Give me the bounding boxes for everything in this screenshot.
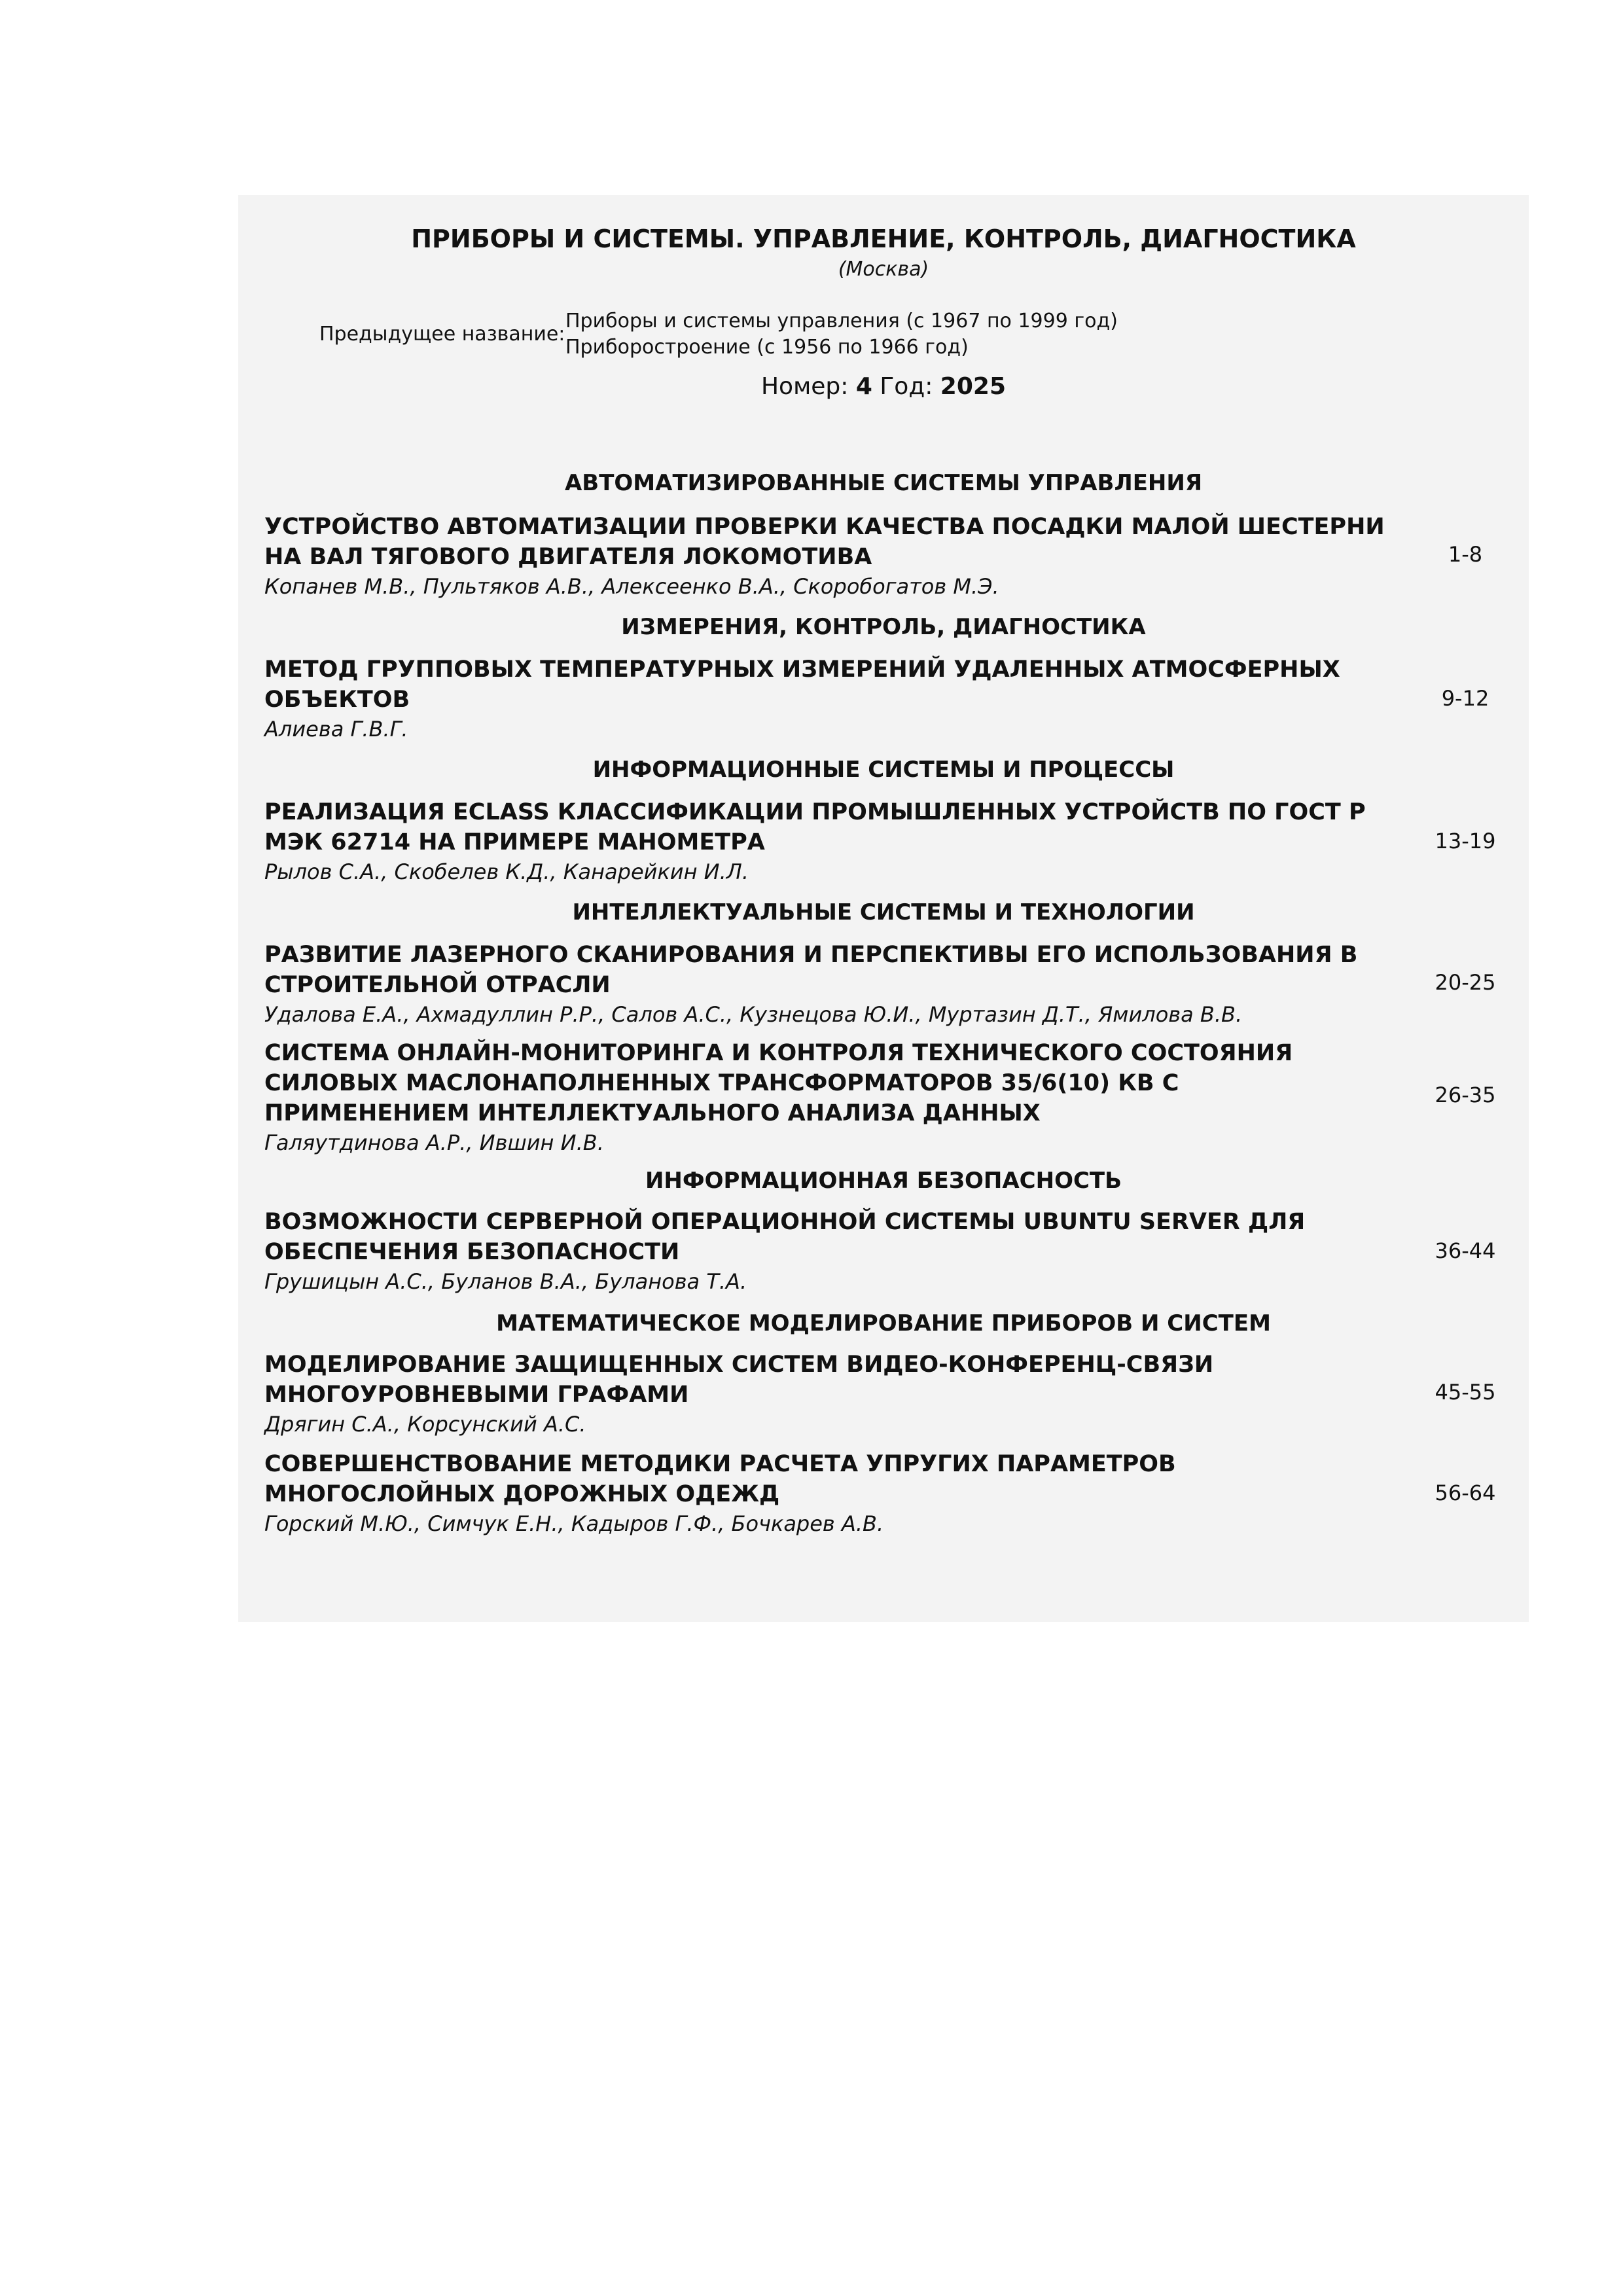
article-pages: 26-35: [1435, 1083, 1496, 1107]
previous-name: Приборы и системы управления (с 1967 по 1999 год): [565, 310, 1118, 332]
article-authors: Дрягин С.А., Корсунский А.С.: [264, 1412, 586, 1437]
previous-name: Приборостроение (с 1956 по 1966 год): [565, 336, 969, 359]
toc-panel: [238, 195, 1529, 1622]
previous-names: [565, 308, 1118, 361]
article-title[interactable]: СИСТЕМА ОНЛАЙН-МОНИТОРИНГА И КОНТРОЛЯ ТЕХНИЧЕСКОГО СОСТОЯНИЯ СИЛОВЫХ МАСЛОНАПОЛНЕННЫХ ТРАНСФОРМАТОРОВ 35/6(10) КВ С ПРИМЕНЕНИЕМ ИНТЕЛЛЕКТУАЛЬНОГО АНАЛИЗА ДАННЫХ: [264, 1040, 1293, 1126]
article-authors: Удалова Е.А., Ахмадуллин Р.Р., Салов А.С., Кузнецова Ю.И., Муртазин Д.Т., Ямилова В.В.: [264, 1002, 1243, 1027]
section-heading: АВТОМАТИЗИРОВАННЫЕ СИСТЕМЫ УПРАВЛЕНИЯ: [564, 470, 1203, 496]
article-pages: 45-55: [1435, 1380, 1496, 1405]
article-authors: Рылов С.А., Скобелев К.Д., Канарейкин И.Л.: [264, 859, 749, 884]
journal-title: ПРИБОРЫ И СИСТЕМЫ. УПРАВЛЕНИЕ, КОНТРОЛЬ, ДИАГНОСТИКА: [411, 224, 1356, 253]
article[interactable]: [264, 1350, 1436, 1439]
section-heading: ИНФОРМАЦИОННАЯ БЕЗОПАСНОСТЬ: [645, 1168, 1122, 1194]
issue-number: 4: [855, 373, 872, 400]
section-heading: МАТЕМАТИЧЕСКОЕ МОДЕЛИРОВАНИЕ ПРИБОРОВ И СИСТЕМ: [496, 1310, 1271, 1336]
issue-label: Номер:: [760, 373, 849, 400]
journal-city: (Москва): [838, 258, 929, 281]
article-title[interactable]: МОДЕЛИРОВАНИЕ ЗАЩИЩЕННЫХ СИСТЕМ ВИДЕО-КОНФЕРЕНЦ-СВЯЗИ МНОГОУРОВНЕВЫМИ ГРАФАМИ: [264, 1352, 1214, 1408]
section-heading: ИНФОРМАЦИОННЫЕ СИСТЕМЫ И ПРОЦЕССЫ: [592, 757, 1175, 783]
article[interactable]: [264, 512, 1436, 601]
article-title[interactable]: РЕАЛИЗАЦИЯ ECLASS КЛАССИФИКАЦИИ ПРОМЫШЛЕННЫХ УСТРОЙСТВ ПО ГОСТ Р МЭК 62714 НА ПРИМЕРЕ МАНОМЕТРА: [264, 799, 1366, 855]
article-title[interactable]: СОВЕРШЕНСТВОВАНИЕ МЕТОДИКИ РАСЧЕТА УПРУГИХ ПАРАМЕТРОВ МНОГОСЛОЙНЫХ ДОРОЖНЫХ ОДЕЖД: [264, 1451, 1176, 1507]
article[interactable]: [264, 1207, 1436, 1296]
section-heading: ИЗМЕРЕНИЯ, КОНТРОЛЬ, ДИАГНОСТИКА: [621, 614, 1146, 640]
article-pages: 1-8: [1448, 542, 1483, 567]
year-label: Год:: [880, 373, 933, 400]
article-pages: 20-25: [1435, 970, 1496, 995]
article-authors: Копанев М.В., Пультяков А.В., Алексеенко В.А., Скоробогатов М.Э.: [264, 574, 999, 599]
issue-year: 2025: [940, 373, 1006, 400]
article-title[interactable]: РАЗВИТИЕ ЛАЗЕРНОГО СКАНИРОВАНИЯ И ПЕРСПЕКТИВЫ ЕГО ИСПОЛЬЗОВАНИЯ В СТРОИТЕЛЬНОЙ ОТРАСЛИ: [264, 942, 1358, 998]
section-heading: ИНТЕЛЛЕКТУАЛЬНЫЕ СИСТЕМЫ И ТЕХНОЛОГИИ: [572, 899, 1195, 925]
article-title[interactable]: УСТРОЙСТВО АВТОМАТИЗАЦИИ ПРОВЕРКИ КАЧЕСТВА ПОСАДКИ МАЛОЙ ШЕСТЕРНИ НА ВАЛ ТЯГОВОГО ДВИГАТЕЛЯ ЛОКОМОТИВА: [264, 514, 1385, 570]
article[interactable]: [264, 655, 1436, 744]
article-authors: Галяутдинова А.Р., Ившин И.В.: [264, 1130, 604, 1155]
article-authors: Алиева Г.В.Г.: [264, 717, 408, 742]
article-title[interactable]: ВОЗМОЖНОСТИ СЕРВЕРНОЙ ОПЕРАЦИОННОЙ СИСТЕМЫ UBUNTU SERVER ДЛЯ ОБЕСПЕЧЕНИЯ БЕЗОПАСНОСТИ: [264, 1209, 1306, 1265]
article-pages: 9-12: [1441, 686, 1489, 711]
issue-line: [238, 373, 1529, 400]
article-pages: 36-44: [1435, 1238, 1496, 1263]
previous-name-label: Предыдущее название:: [319, 323, 565, 346]
article-authors: Горский М.Ю., Симчук Е.Н., Кадыров Г.Ф., Бочкарев А.В.: [264, 1511, 884, 1536]
article[interactable]: [264, 940, 1436, 1029]
article-authors: Грушицын А.С., Буланов В.А., Буланова Т.А.: [264, 1269, 747, 1294]
article[interactable]: [264, 1038, 1436, 1157]
article-pages: 13-19: [1435, 829, 1496, 853]
article[interactable]: [264, 797, 1436, 886]
article-pages: 56-64: [1435, 1480, 1496, 1505]
article[interactable]: [264, 1449, 1436, 1538]
article-title[interactable]: МЕТОД ГРУППОВЫХ ТЕМПЕРАТУРНЫХ ИЗМЕРЕНИЙ УДАЛЕННЫХ АТМОСФЕРНЫХ ОБЪЕКТОВ: [264, 656, 1340, 713]
